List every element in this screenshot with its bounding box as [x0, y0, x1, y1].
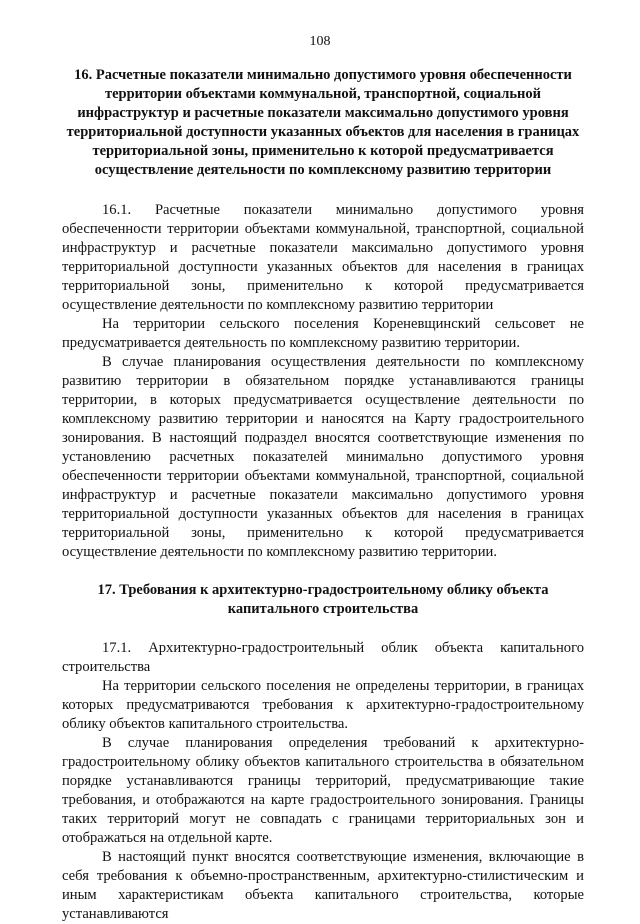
paragraph-17-changes: В настоящий пункт вносятся соответствующие изменения, включающие в себя требования к объемно-пространственным, архитектурно-стилистическим и иным характеристикам объекта капитального строительства, которые устанавливаются: [62, 849, 584, 922]
paragraph-16-no-activity: На территории сельского поселения Кореневщинский сельсовет не предусматривается деятельность по комплексному развитию территории.: [62, 316, 584, 351]
page-number: 108: [309, 34, 331, 49]
paragraph-16-planning: В случае планирования осуществления деятельности по комплексному развитию территории в обязательном порядке устанавливаются границы территории, в которых предусматривается осуществление деятельности по комплексному развитию территории и наносятся на Карту градостроительного зонирования. В настоящий подраздел вносятся соответствующие изменения по установлению расчетных показателей минимально допустимого уровня обеспеченности территории объектами коммунальной, транспортной, социальной инфраструктур и расчетные показатели максимально допустимого уровня территориальной доступности указанных объектов для населения в границах территориальной зоны, применительно к которой предусматривается осуществление деятельности по комплексному развитию территории.: [62, 354, 584, 560]
paragraph-17-no-territories: На территории сельского поселения не определены территории, в границах которых предусматриваются требования к архитектурно-градостроительному облику объектов капитального строительства.: [62, 678, 584, 732]
paragraph-17-planning: В случае планирования определения требований к архитектурно-градостроительному облику объектов капитального строительства в обязательном порядке устанавливаются границы территорий, предусматривающие такие требования, и отображаются на карте градостроительного зонирования. Границы таких территорий могут не совпадать с границами территориальных зон и отображаться на отдельной карте.: [62, 735, 584, 846]
paragraph-17-1: 17.1. Архитектурно-градостроительный облик объекта капитального строительства: [62, 640, 584, 675]
paragraph-16-1: 16.1. Расчетные показатели минимально допустимого уровня обеспеченности территории объектами коммунальной, транспортной, социальной инфраструктур и расчетные показатели максимально допустимого уровня территориальной доступности указанных объектов для населения в границах территориальной зоны, применительно к которой предусматривается осуществление деятельности по комплексному развитию территории: [62, 202, 584, 313]
section-16-heading: 16. Расчетные показатели минимально допустимого уровня обеспеченности территории объектами коммунальной, транспортной, социальной инфраструктур и расчетные показатели максимально допустимого уровня территориальной доступности указанных объектов для населения в границах территориальной зоны, применительно к которой предусматривается осуществление деятельности по комплексному развитию территории: [66, 67, 580, 178]
document-body: [62, 66, 584, 924]
section-17-heading: 17. Требования к архитектурно-градостроительному облику объекта капитального строительства: [97, 582, 549, 617]
